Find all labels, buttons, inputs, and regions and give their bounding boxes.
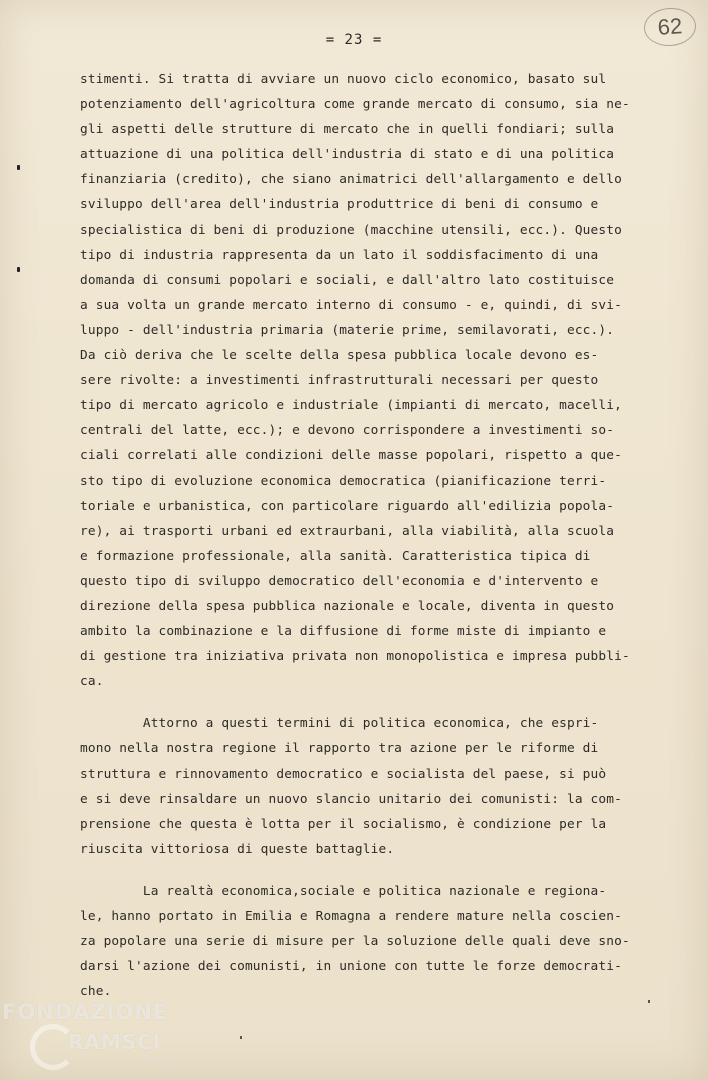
text-line: che. — [80, 984, 112, 1000]
typewritten-text — [80, 67, 680, 1004]
text-line: struttura e rinnovamento democratico e socialista del paese, si può — [80, 766, 607, 782]
text-line: a sua volta un grande mercato interno di consumo - e, quindi, di svi- — [80, 297, 622, 313]
margin-mark — [17, 165, 20, 170]
text-line: gli aspetti delle strutture di mercato che in quelli fondiari; sulla — [80, 122, 615, 138]
paragraph-3 — [80, 879, 680, 1004]
text-line: ca. — [80, 674, 104, 690]
text-line: le, hanno portato in Emilia e Romagna a rendere mature nella coscien- — [80, 909, 622, 924]
text-line: sviluppo dell'area dell'industria produttrice di beni di consumo e — [80, 197, 599, 213]
archive-watermark — [2, 1000, 242, 1070]
archive-number-stamp: 62 — [643, 6, 698, 48]
paragraph-spacer — [80, 862, 680, 879]
page-number: = 23 = — [325, 32, 383, 48]
text-line: luppo - dell'industria primaria (materie prime, semilavorati, ecc.). — [80, 322, 615, 338]
text-line: potenziamento dell'agricoltura come grande mercato di consumo, sia ne- — [80, 97, 630, 113]
text-line: sto tipo di evoluzione economica democratica (pianificazione terri- — [80, 473, 607, 489]
text-line: domanda di consumi popolari e sociali, e dall'altro lato costituisce — [80, 272, 615, 288]
paragraph-2 — [80, 711, 680, 862]
text-line: specialistica di beni di produzione (macchine utensili, ecc.). Questo — [80, 222, 622, 238]
text-line: toriale e urbanistica, con particolare riguardo all'edilizia popola- — [80, 498, 615, 514]
watermark-onlus-text: onlus — [142, 1056, 169, 1065]
text-line: direzione della spesa pubblica nazionale e locale, diventa in questo — [80, 598, 615, 614]
text-line: Attorno a questi termini di politica economica, che espri- — [80, 716, 599, 732]
text-line: sere rivolte: a investimenti infrastrutturali necessari per questo — [80, 373, 599, 389]
text-line: Da ciò deriva che le scelte della spesa pubblica locale devono es- — [80, 348, 599, 364]
text-line: attuazione di una politica dell'industria di stato e di una politica — [80, 147, 615, 163]
paper-speck — [648, 1000, 650, 1003]
text-line: mono nella nostra regione il rapporto tra azione per le riforme di — [80, 741, 599, 757]
text-line: stimenti. Si tratta di avviare un nuovo ciclo economico, basato sul — [80, 72, 607, 87]
text-line: za popolare una serie di misure per la soluzione delle quali deve sno- — [80, 934, 630, 950]
text-line: e si deve rinsaldare un nuovo slancio unitario dei comunisti: la com- — [80, 791, 622, 807]
text-line: questo tipo di sviluppo democratico dell'economia e d'intervento e — [80, 573, 599, 589]
text-line: centrali del latte, ecc.); e devono corrispondere a investimenti so- — [80, 423, 615, 439]
paragraph-1 — [80, 67, 680, 694]
text-line: ciali correlati alle condizioni delle masse popolari, rispetto a que- — [80, 448, 622, 464]
text-line: prensione che questa è lotta per il socialismo, è condizione per la — [80, 816, 607, 832]
paragraph-spacer — [80, 694, 680, 711]
text-line: La realtà economica,sociale e politica nazionale e regiona- — [80, 883, 607, 899]
text-line: tipo di mercato agricolo e industriale (impianti di mercato, macelli, — [80, 398, 622, 414]
text-line: ambito la combinazione e la diffusione di forme miste di impianto e — [80, 624, 607, 640]
text-line: e formazione professionale, alla sanità. Caratteristica tipica di — [80, 548, 591, 564]
text-line: re), ai trasporti urbani ed extraurbani, alla viabilità, alla scuola — [80, 523, 615, 539]
watermark-foundation-text: FONDAZIONE — [2, 1000, 169, 1024]
margin-mark — [17, 267, 20, 272]
watermark-gramsci-text: RAMSCI — [68, 1030, 162, 1054]
text-line: tipo di industria rappresenta da un lato il soddisfacimento di una — [80, 247, 599, 263]
text-line: riuscita vittoriosa di queste battaglie. — [80, 841, 395, 857]
text-line: darsi l'azione dei comunisti, in unione con tutte le forze democrati- — [80, 959, 622, 975]
text-line: finanziaria (credito), che siano animatrici dell'allargamento e dello — [80, 172, 622, 188]
text-line: di gestione tra iniziativa privata non monopolistica e impresa pubbli- — [80, 649, 630, 665]
